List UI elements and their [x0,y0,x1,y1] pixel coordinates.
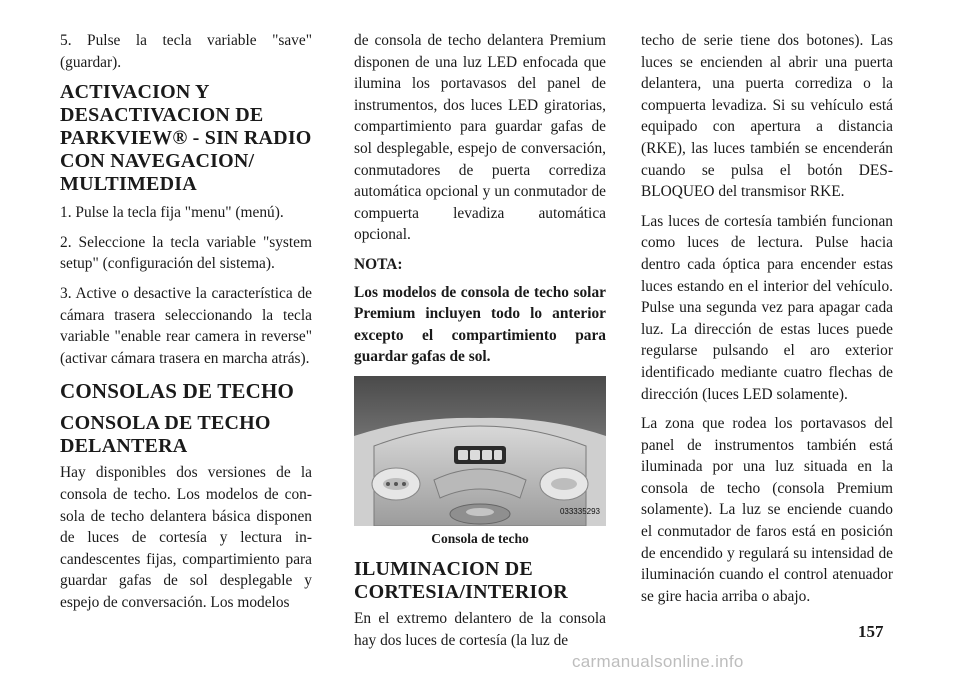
heading-consolas-de-techo: CONSOLAS DE TECHO [60,379,295,404]
heading-consola-delantera: CONSOLA DE TECHO DELANTERA [60,412,271,458]
paragraph-consola-premium: de consola de techo delantera Premium disponen de una luz LED enfocada que ilumina los portavasos del panel de instrumentos, dos luces LED giratorias, compartimiento para guardar gafas de sol desplegable, espejo de conversación, conmutadores de puerta corrediza automática opcional y un conmutador de compuerta levadiza automática opcional. [354,32,606,244]
page-number: 157 [858,622,884,641]
figure-caption: Consola de techo [431,530,529,546]
watermark: carmanualsonline.info [572,652,744,671]
step-3-text: 3. Active o desactive la característica de cámara trasera seleccionando la tecla variable "enable rear camera in reverse" (activar cámara trasera en marcha atrás). [60,284,312,367]
console-button-icon [494,450,502,460]
text-column-3 [641,30,893,615]
paragraph-iluminacion: En el extremo delantero de la consola hay dos luces de cortesía (la luz de [354,609,606,649]
text-column-2 [354,30,606,659]
paragraph-consola-delantera: Hay disponibles dos versiones de la consola de techo. Los modelos de consola de techo delantera básica disponen de luces de cortesía y lectura incandescentes fijas, compartimiento para guardar gafas de sol desplegable y espejo de conversación. Los modelos [60,464,312,611]
console-button-icon [482,450,492,460]
note-label: NOTA: [354,255,403,273]
text-column-1 [60,30,312,622]
paragraph-iluminacion-cont: techo de serie tiene dos botones). Las luces se encienden al abrir una puerta delantera, una puerta corrediza o la compuerta levadiza. Si su vehículo está equipado con apertura a distancia (RKE), las luces también se encenderán cuando se pulsa el botón DESBLOQUEO del transmisor RKE. [641,32,893,201]
console-button-icon [458,450,468,460]
overhead-console-figure [354,376,606,548]
heading-parkview: ACTIVACION Y DESACTIVACION DE PARKVIEW® - SIN RADIO CON NAVEGACION/ MULTIMEDIA [60,81,312,196]
step-5-text: 5. Pulse la tecla variable "save" (guardar). [60,32,312,71]
heading-iluminacion: ILUMINACION DE CORTESIA/INTERIOR [354,557,568,603]
figure-code: 033335293 [559,507,600,517]
paragraph-portavasos: La zona que rodea los portavasos del panel de instrumentos también está iluminada por una luz situada en la consola de techo (consola Premium solamente). La luz se enciende cuando el conmutador de faros está en posición de encendido y regulará su intensidad de iluminación cuando el control atenuador se gire hacia arriba o abajo. [641,415,893,605]
console-button-icon [470,450,480,460]
step-1-text: 1. Pulse la tecla fija "menu" (menú). [60,204,284,222]
note-text: Los modelos de consola de techo solar Premium incluyen todo lo anterior excepto el compartimiento para guardar gafas de sol. [354,283,606,366]
overhead-console-photo [354,376,606,526]
paragraph-luces-lectura: Las luces de cortesía también funcionan como luces de lectura. Pulse hacia dentro cada óptica para encender estas luces estando en el interior del vehículo. Pulse una segunda vez para apagar cada luz. La dirección de estas luces puede regularse pulsando el aro exterior identificado mediante cuatro flechas de dirección (luces LED solamente). [641,212,893,403]
step-2-text: 2. Seleccione la tecla variable "system setup" (configuración del sistema). [60,233,312,273]
